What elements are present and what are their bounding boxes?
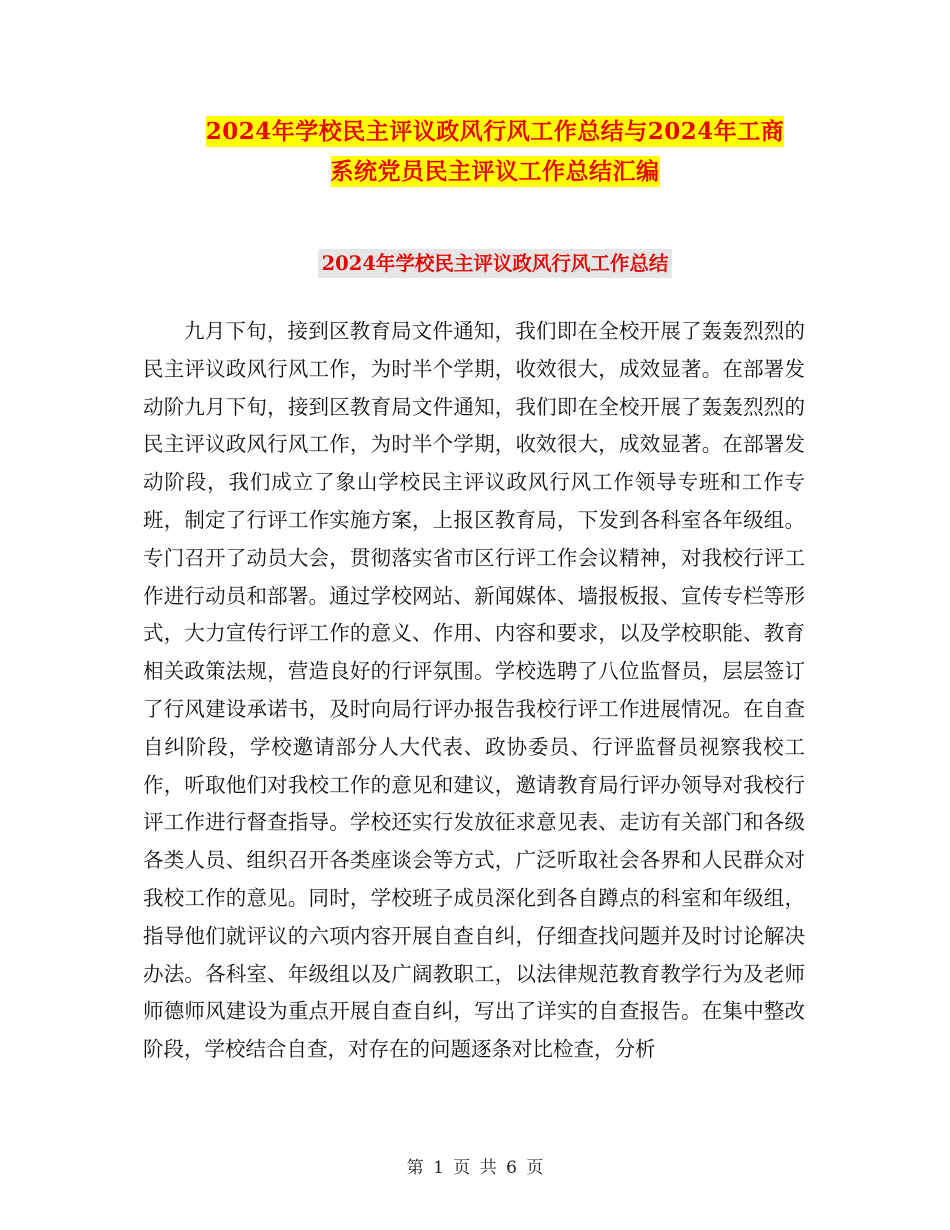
page-footer: 第 1 页 共 6 页: [406, 1158, 544, 1178]
body-paragraph: 九月下旬，接到区教育局文件通知，我们即在全校开展了轰轰烈烈的民主评议政风行风工作，为时半个学期，收效很大，成效显著。在部署发动阶九月下旬，接到区教育局文件通知，我们即在全校开展了轰轰烈烈的民主评议政风行风工作，为时半个学期，收效很大，成效显著。在部署发动阶段，我们成立了象山学校民主评议政风行风工作领导专班和工作专班，制定了行评工作实施方案，上报区教育局，下发到各科室各年级组。专门召开了动员大会，贯彻落实省市区行评工作会议精神，对我校行评工作进行动员和部署。通过学校网站、新闻媒体、墙报板报、宣传专栏等形式，大力宣传行评工作的意义、作用、内容和要求，以及学校职能、教育相关政策法规，营造良好的行评氛围。学校选聘了八位监督员，层层签订了行风建设承诺书，及时向局行评办报告我校行评工作进展情况。在自查自纠阶段，学校邀请部分人大代表、政协委员、行评监督员视察我校工作，听取他们对我校工作的意见和建议，邀请教育局行评办领导对我校行评工作进行督查指导。学校还实行发放征求意见表、走访有关部门和各级各类人员、组织召开各类座谈会等方式，广泛听取社会各界和人民群众对我校工作的意见。同时，学校班子成员深化到各自蹲点的科室和年级组，指导他们就评议的六项内容开展自查自纠，仔细查找问题并及时讨论解决办法。各科室、年级组以及广阔教职工，以法律规范教育教学行为及老师师德师风建设为重点开展自查自纠，写出了详实的自查报告。在集中整改阶段，学校结合自查，对存在的问题逐条对比检查，分析: [143, 319, 805, 1062]
section-title-text: 2024年学校民主评议政风行风工作总结: [318, 249, 673, 278]
title-line-1: 2024年学校民主评议政风行风工作总结与2024年工商: [205, 118, 785, 145]
title-line-2: 系统党员民主评议工作总结汇编: [330, 158, 660, 185]
section-title: [150, 247, 840, 281]
document-title: [150, 112, 840, 192]
